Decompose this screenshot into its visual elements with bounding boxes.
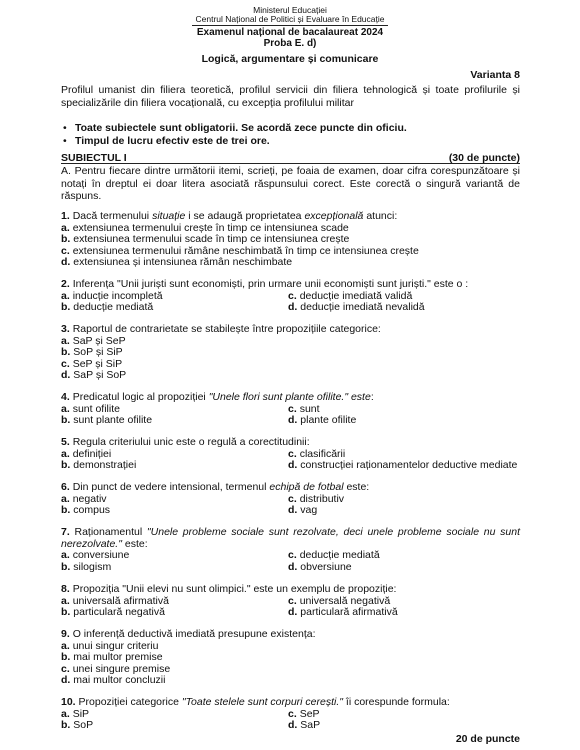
stem-text: Propoziției categorice <box>78 696 182 708</box>
option-letter: a. <box>61 549 70 561</box>
option-text: SaP <box>300 719 321 731</box>
question-1 <box>61 211 520 269</box>
option-text: silogism <box>73 560 112 573</box>
option <box>61 675 520 687</box>
option-letter: b. <box>61 606 71 618</box>
option-letter: a. <box>61 639 70 652</box>
option-text: deducție mediată <box>299 549 380 561</box>
stem-italic: "Toate stelele sunt corpuri cerești." <box>181 696 343 708</box>
question-5 <box>61 437 520 472</box>
option-letter: d. <box>288 414 298 426</box>
option-text: SoP și SiP <box>73 346 123 358</box>
option-letter: d. <box>61 369 71 381</box>
options-grid <box>61 404 520 427</box>
options-grid <box>61 709 520 732</box>
stem-text: este: <box>121 537 148 550</box>
option-text: particulară afirmativă <box>300 606 398 618</box>
option-text: universală negativă <box>299 594 391 607</box>
stem-text: Raportul de contrarietate se stabilește între propozițiile categorice: <box>72 323 381 335</box>
section-instruction: A. Pentru fiecare dintre următorii itemi, scrieți, pe foaia de examen, doar cifra corespunzătoare și notați în dreptul ei doar litera asociată răspunsului corect. Este corectă o singură variantă de răspuns. <box>61 165 520 202</box>
option-text: SaP și SeP <box>72 334 126 347</box>
option-letter: d. <box>61 674 71 686</box>
option-text: sunt ofilite <box>72 402 120 415</box>
question-number: 2. <box>61 278 70 290</box>
rule-text: Timpul de lucru efectiv este de trei ore. <box>75 134 270 147</box>
question-9 <box>61 629 520 687</box>
option-letter: b. <box>61 560 71 573</box>
option-text: SiP <box>72 707 90 720</box>
option-text: universală afirmativă <box>72 594 169 607</box>
option-text: deducție imediată nevalidă <box>300 301 425 313</box>
stem-italic: "Unele flori sunt plante ofilite." este <box>208 391 371 403</box>
option-text: distributiv <box>299 492 345 505</box>
option-letter: d. <box>288 560 298 573</box>
bullet-icon: • <box>63 134 67 147</box>
stem-italic: "Unele probleme sociale sunt rezolvate, deci unele probleme sociale nu sunt nerezolvate." <box>61 526 521 550</box>
option-letter: b. <box>61 651 71 663</box>
option <box>61 562 111 574</box>
option-letter: a. <box>61 221 70 234</box>
option <box>61 460 136 472</box>
stem-text: atunci: <box>363 210 398 222</box>
question-10 <box>61 697 520 732</box>
option <box>61 347 520 359</box>
option-letter: a. <box>61 289 70 302</box>
option-text: SoP <box>73 719 94 731</box>
option-letter: c. <box>61 357 70 370</box>
option-letter: b. <box>61 459 71 471</box>
option-text: inducție incompletă <box>72 289 163 302</box>
option <box>288 562 352 574</box>
options-grid <box>61 550 520 573</box>
option-text: extensiunea și intensiunea rămân neschimbate <box>73 256 293 268</box>
header-divider <box>192 25 388 26</box>
stem-italic: situație <box>152 210 186 222</box>
option-text: construcției raționamentelor deductive mediate <box>300 459 518 471</box>
option-text: demonstrației <box>73 459 137 471</box>
stem-text: Predicatul logic al propoziției <box>72 391 209 403</box>
option-text: extensiunea termenului scade în timp ce intensiunea crește <box>73 233 350 245</box>
option <box>61 415 152 427</box>
section-title: SUBIECTUL I <box>61 152 127 164</box>
stem-text: O inferență deductivă imediată presupune existența: <box>72 628 316 640</box>
option-text: sunt <box>299 402 320 415</box>
rule-text: Toate subiectele sunt obligatorii. Se acordă zece puncte din oficiu. <box>75 122 407 134</box>
question-number: 8. <box>61 583 70 595</box>
option-letter: c. <box>288 549 297 561</box>
option-text: SaP și SoP <box>73 369 127 381</box>
option-letter: a. <box>61 334 70 347</box>
question-6 <box>61 482 520 517</box>
stem-text: Regula criteriului unic este o regulă a corectitudinii: <box>72 436 310 448</box>
option-letter: c. <box>288 289 297 302</box>
option-text: negativ <box>72 492 107 505</box>
variant-label: Varianta 8 <box>470 69 520 81</box>
options-grid <box>61 291 520 314</box>
question-2 <box>61 279 520 314</box>
stem-italic: echipă de fotbal <box>269 481 344 493</box>
question-7 <box>61 527 520 573</box>
option-text: sunt plante ofilite <box>73 414 153 426</box>
option-text: unei singure premise <box>72 662 171 675</box>
question-number: 9. <box>61 628 70 640</box>
option <box>61 607 165 619</box>
option-letter: d. <box>288 301 298 313</box>
rule-item <box>61 122 520 135</box>
option-letter: b. <box>61 233 71 245</box>
option-text: mai multor concluzii <box>73 674 166 686</box>
rules-list <box>61 122 520 147</box>
stem-text: Raționamentul <box>74 526 147 538</box>
stem-text: îi corespunde formula: <box>343 696 450 708</box>
option-text: extensiunea termenului rămâne neschimbată în timp ce intensiunea crește <box>72 244 419 257</box>
option <box>61 370 520 382</box>
option-letter: b. <box>61 414 71 426</box>
option-text: particulară negativă <box>73 606 165 618</box>
question-4 <box>61 392 520 427</box>
option-text: extensiunea termenului crește în timp ce intensiunea scade <box>72 221 349 234</box>
question-8 <box>61 584 520 619</box>
option-text: conversiune <box>72 549 130 561</box>
options-grid <box>61 596 520 619</box>
section-divider <box>61 163 520 164</box>
option-text: plante ofilite <box>300 414 357 426</box>
option <box>288 720 320 732</box>
option <box>288 505 317 517</box>
option-letter: b. <box>61 719 71 731</box>
centre-name: Centrul Național de Politici și Evaluare în Educație <box>195 14 385 24</box>
question-number: 10. <box>61 696 76 708</box>
option <box>288 302 425 314</box>
question-number: 3. <box>61 323 70 335</box>
stem-italic: excepțională <box>304 210 364 222</box>
option <box>288 607 398 619</box>
option <box>61 720 93 732</box>
option-letter: b. <box>61 301 71 313</box>
options-list <box>61 336 520 382</box>
options-list <box>61 223 520 269</box>
options-grid <box>61 449 520 472</box>
option-letter: d. <box>288 719 298 731</box>
option-letter: a. <box>61 447 70 460</box>
stem-text: este: <box>343 481 370 493</box>
option-letter: c. <box>288 594 297 607</box>
stem-text: Inferența "Unii juriști sunt economiști, prin urmare unii economiști sunt juriști." este o : <box>72 278 469 290</box>
option <box>288 460 517 472</box>
option-letter: b. <box>61 504 71 516</box>
option-letter: d. <box>288 504 298 516</box>
option-letter: d. <box>288 606 298 618</box>
question-number: 7. <box>61 526 70 538</box>
options-grid <box>61 494 520 517</box>
stem-text: : <box>370 391 374 403</box>
ministry-name: Ministerul Educației <box>253 5 327 15</box>
option-letter: a. <box>61 707 70 720</box>
stem-text: Din punct de vedere intensional, termenul <box>72 481 270 493</box>
option-text: deducție mediată <box>73 301 154 313</box>
question-number: 1. <box>61 210 70 222</box>
option-letter: c. <box>61 244 70 257</box>
option-letter: c. <box>288 447 297 460</box>
option-letter: a. <box>61 594 70 607</box>
exam-title: Examenul național de bacalaureat 2024 <box>196 27 384 38</box>
proba-title: Proba E. d) <box>263 38 317 49</box>
question-number: 5. <box>61 436 70 448</box>
option-letter: a. <box>61 492 70 505</box>
option <box>61 257 520 269</box>
option-letter: c. <box>288 492 297 505</box>
option-letter: a. <box>61 402 70 415</box>
stem-text: Propoziția "Unii elevi nu sunt olimpici." este un exemplu de propoziție: <box>72 583 397 595</box>
question-stem <box>61 324 520 336</box>
profile-text: Profilul umanist din filiera teoretică, profilul servicii din filiera tehnologică și toate profilurile și specializările din filiera vocațională, cu excepția profilului militar <box>61 84 520 109</box>
question-number: 4. <box>61 391 70 403</box>
option-letter: b. <box>61 346 71 358</box>
option-text: deducție imediată validă <box>299 289 413 302</box>
option <box>288 415 356 427</box>
rule-item <box>61 135 520 148</box>
option-letter: c. <box>288 402 297 415</box>
stem-text: Dacă termenului <box>72 210 153 222</box>
option-text: obversiune <box>300 560 352 573</box>
question-stem <box>61 527 520 550</box>
subtotal-points: 20 de puncte <box>455 733 520 745</box>
option-text: SeP și SiP <box>72 357 123 370</box>
option-text: vag <box>300 504 318 516</box>
option <box>61 359 520 371</box>
option-text: SeP <box>299 707 320 720</box>
option <box>61 505 110 517</box>
bullet-icon: • <box>63 122 67 134</box>
option <box>61 336 520 348</box>
options-list <box>61 641 520 687</box>
option-letter: d. <box>61 256 71 268</box>
option-text: mai multor premise <box>73 651 163 663</box>
option-text: unui singur criteriu <box>72 639 159 652</box>
question-number: 6. <box>61 481 70 493</box>
option-letter: c. <box>61 662 70 675</box>
option <box>61 302 153 314</box>
option-text: compus <box>73 504 111 516</box>
subject-title: Logică, argumentare și comunicare <box>201 53 379 65</box>
section-points: (30 de puncte) <box>448 152 520 164</box>
option-letter: c. <box>288 707 297 720</box>
question-3 <box>61 324 520 382</box>
option-text: clasificării <box>299 447 346 460</box>
option-text: definiției <box>72 447 112 460</box>
stem-text: i se adaugă proprietatea <box>185 210 305 222</box>
option-letter: d. <box>288 459 298 471</box>
